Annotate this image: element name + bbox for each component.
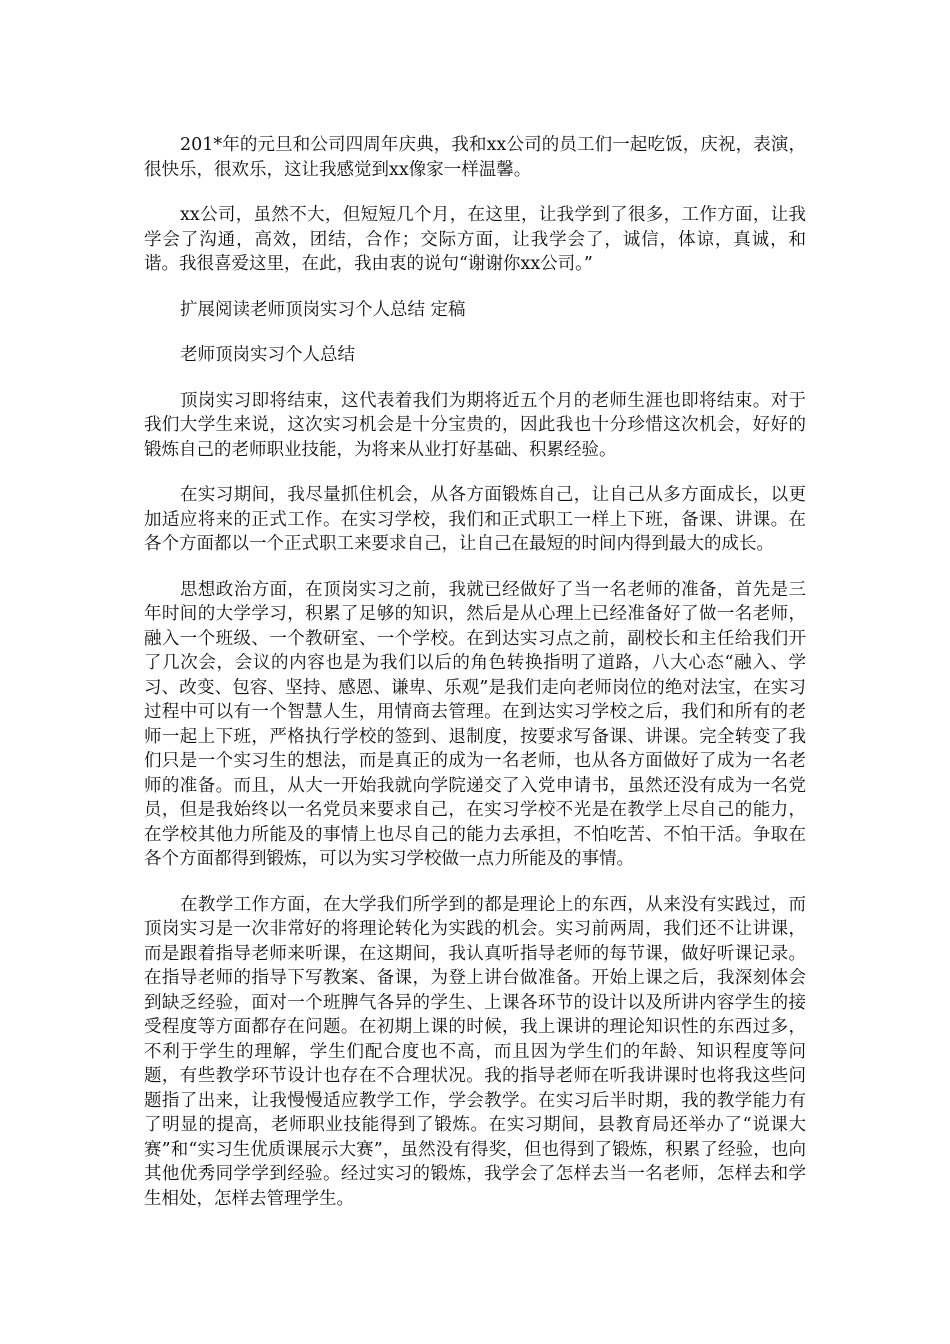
document-page [144,133,806,1232]
extended-reading-heading: 扩展阅读老师顶岗实习个人总结 定稿 [180,299,466,320]
paragraph-new-year-celebration: 201*年的元旦和公司四周年庆典，我和xx公司的员工们一起吃饭，庆祝，表演，很快乐，很欢乐，这让我感觉到xx像家一样温馨。 [144,135,806,180]
paragraph-internship-ending: 顶岗实习即将结束，这代表着我们为期将近五个月的老师生涯也即将结束。对于我们大学生来说，这次实习机会是十分宝贵的，因此我也十分珍惜这次机会，好好的锻炼自己的老师职业技能，为将来从业打好基础、积累经验。 [144,390,806,460]
paragraph-internship-period: 在实习期间，我尽量抓住机会，从各方面锻炼自己，让自己从多方面成长，以更加适应将来的正式工作。在实习学校，我们和正式职工一样上下班，备课、讲课。在各个方面都以一个正式职工来要求自己，让自己在最短的时间内得到最大的成长。 [144,485,806,554]
paragraph-political-thought: 思想政治方面，在顶岗实习之前，我就已经做好了当一名老师的准备，首先是三年时间的大学学习，积累了足够的知识，然后是从心理上已经准备好了做一名老师，融入一个班级、一个教研室、一个学校。在到达实习点之前，副校长和主任给我们开了几次会，会议的内容也是为我们以后的角色转换指明了道路，八大心态“融入、学习、改变、包容、坚持、感恩、谦卑、乐观”是我们走向老师岗位的绝对法宝，在实习过程中可以有一个智慧人生，用情商去管理。在到达实习学校之后，我们和所有的老师一起上下班，严格执行学校的签到、退制度，按要求写备课、讲课。完全转变了我们只是一个实习生的想法，而是真正的成为一名老师，也从各方面做好了成为一名老师的准备。而且，从大一开始我就向学院递交了入党申请书，虽然还没有成为一名党员，但是我始终以一名党员来要求自己，在实习学校不光是在教学上尽自己的能力，在学校其他力所能及的事情上也尽自己的能力去承担，不怕吃苦、不怕干活。争取在各个方面都得到锻炼，可以为实习学校做一点力所能及的事情。 [144,579,806,869]
paragraph-teaching-work: 在教学工作方面，在大学我们所学到的都是理论上的东西，从来没有实践过，而顶岗实习是一次非常好的将理论转化为实践的机会。实习前两周，我们还不让讲课，而是跟着指导老师来听课，在这期间，我认真听指导老师的每节课，做好听课记录。在指导老师的指导下写教案、备课，为登上讲台做准备。开始上课之后，我深刻体会到缺乏经验，面对一个班脾气各异的学生、上课各环节的设计以及所讲内容学生的接受程度等方面都存在问题。在初期上课的时候，我上课讲的理论知识性的东西过多，不利于学生的理解，学生们配合度也不高，而且因为学生们的年龄、知识程度等问题，有些教学环节设计也存在不合理状况。我的指导老师在听我讲课时也将我这些问题指了出来，让我慢慢适应教学工作，学会教学。在实习后半时期，我的教学能力有了明显的提高，老师职业技能得到了锻炼。在实习期间，县教育局还举办了“说课大赛”和“实习生优质课展示大赛”，虽然没有得奖，但也得到了锻炼，积累了经验，也向其他优秀同学学到经验。经过实习的锻炼，我学会了怎样去当一名老师，怎样去和学生相处，怎样去管理学生。 [144,894,806,1209]
paragraph-company-thanks: xx公司，虽然不大，但短短几个月，在这里，让我学到了很多，工作方面，让我学会了沟通，高效，团结，合作；交际方面，让我学会了，诚信，体谅，真诚，和谐。我很喜爱这里，在此，我由衷的说句“谢谢你xx公司。” [144,205,806,274]
section-title: 老师顶岗实习个人总结 [180,345,355,365]
